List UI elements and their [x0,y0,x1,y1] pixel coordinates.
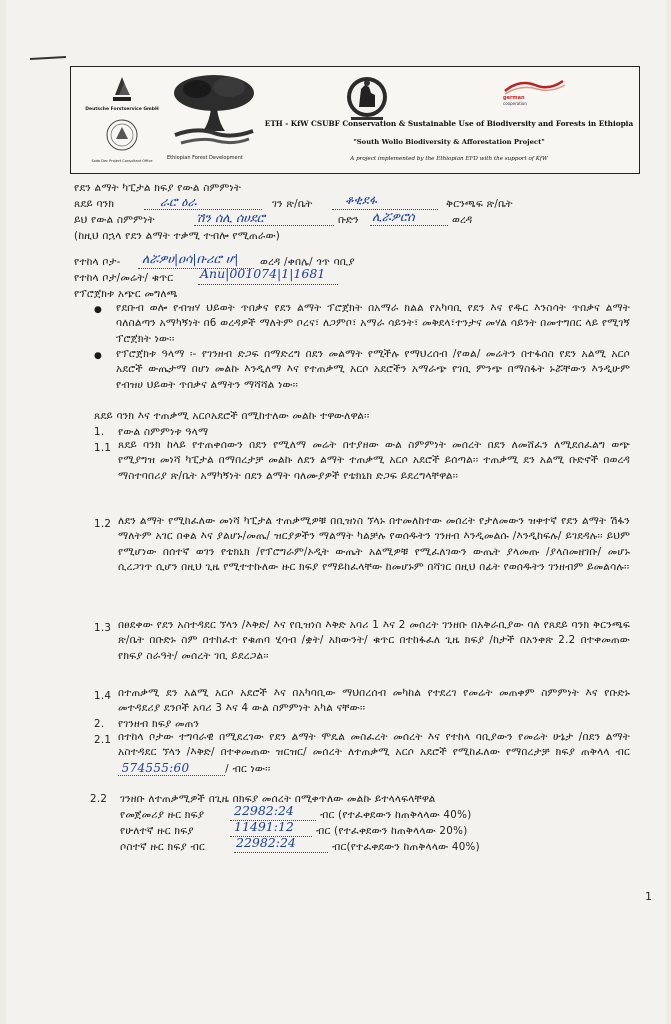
plot-number-line [198,283,338,285]
installment-amount-handwritten: 22982:24 [234,803,294,818]
installment-label: ሶስተኛ ዙር ክፍያ ብር [120,841,205,853]
bank-label: ጸደይ ባንክ [74,198,115,210]
tree-logo [167,71,261,167]
installments-intro: ገንዘቡ ለተጠቃሚዎች በጊዜ በክፍያ መሰረት በሚቀጥለው መልኩ ይተላላፍላቸዋል [120,793,436,805]
bank-branch-handwritten: ራሮ ዕራ [160,194,197,209]
section-number: 2. [94,718,105,730]
clause-number: 2.2 [90,793,108,805]
agreement-intro: ጸደይ ባንክ እና ተጠቃሚ አርሶአደሮች በሚከተለው መልኩ ተዋውለዋል፡፡ [94,410,370,422]
clause-number: 1.3 [94,622,112,634]
installment-suffix: ብር(የተፈቀደውን ከጠቅላላው 40%) [332,841,480,853]
letterhead [70,66,640,174]
bullet-paragraph: የፕሮጀክቱ ዓላማ ፡- የገንዘብ ድጋፍ በማድረግ በደን መልማት የሚችሉ የማህረሰብ /የወል/ መሬትን በተፋሰስ የደን አልሚ አርሶ አደሮች ውጤታማ በሆነ መልኩ እንዲለማ እና የተጠቃሚ አርሶ አደሮችን አማራጭ የገቢ ምንጭ በማስፋት ኑሯቸውን እንዲሁም የብዝሀ ህይወት ጥበቃና ልማትን ማሻሻል ነው፡፡ [116,348,630,391]
installment-amount-handwritten: 22982:24 [236,835,296,850]
woreda-label: ወረዳ [452,214,473,226]
branch-office-label: ቅርንጫፍ ጽ/ቤት [446,198,513,210]
clause-text: በተጠቃሚ ደን አልሚ አርሶ አደሮች እና በአካባቢው ማህበረሰብ መካከል የተደረገ የመሬት መጠቀም ስምምነት እና የቡድኑ መተዳደሪያ ደንቦች አባሪ 3 እና 4 ውል ስምምነት አካል ናቸው፡፡ [118,687,630,715]
clause-number: 2.1 [94,734,112,746]
group-label: ቡድን [338,214,359,226]
clause-text: ጸደይ ባንክ ከላይ የተጠቀሰውን በደን የሚለማ መሬት በተያዘው ውል ስምምነት መሰረት በደን ለመሸፈን ለሚደሰፈልግ ወጭ የሚያግዝ መነሻ ካፒታል በማበረታቻ መልኩ ለደን ልማት ተጠቃሚ አርሶ አደሮች ይሰጣል፡፡ ተጠቃሚ ደን አልሚ ቡድኖች በወረዳ ማስተባበሪያ ጽ/ቤት አማካኝነት በደን ልማት ባለሙያዎች የቴክኒክ ድጋፍ ይደረግላቸዋል፡፡ [118,439,630,482]
installment-label: የመጀመሪያ ዙር ክፍያ [120,809,205,821]
bullet-icon: ● [94,351,102,361]
section-number: 1. [94,426,105,438]
ethiopia-emblem-logo [345,73,389,125]
bullet-paragraph: የደቡብ ወሎ የብዝሃ ህይወት ጥበቃና የደን ልማት ፕሮጀክት በአማራ ክልል የአካባቢ የደን እና የዱር እንስሳት ጥበቃና ልማት ባለስልጣን አማካኝነት በ6 ወረዳዎች ማለትም ቦረና፣ ለጋምቦ፣ አማራ ሳይንት፣ መቅደላ፣ተንታና መሃል ሳይንት በመተግበር ላይ የሚገኝ ፕሮጀክት ነው፡፡ [116,302,630,345]
german-cooperation-logo [501,77,571,107]
clause-text: በተከላ ቦታው ተግባራዊ በሚደረገው የደን ልማት ሞዴል መስፈረት መሰረት እና የተከላ ባቢያውን የመሬት ሁኔታ /በደን ልማት አስተዳደር ኘላን /እቅድ/ በተቀመጠው ዝርዝር/ መሰረት ለተጠቃሚ አርሶ አደሮች የሚከፈለው የማበረታቻ ክፍያ ጠቅላላ ብር 574555:60 / ብር ነው፡፡ [118,731,630,775]
woreda-handwritten: ሊሯዎሮሰ [372,209,415,224]
clause-text: በፀደቀው የደን አስተዳደር ኘላን /እቅድ/ እና የቢዝነስ እቅድ አባሪ 1 እና 2 መሰረት ገንዘቡ በአቅራቢያው ባለ የጸደይ ባንክ ቅርንጫፍ ጽ/ቤት በቡድኑ ስም በተከፈተ የቁጠባ ሂሳብ /ቋት/ አክውንት/ ቁጥር በተከፋፈለ ጊዜ ክፍያ /ከታች በአንቀጽ 2.2 በተቀመጠው የክፍያ ስራዓት/ መሰረት ገቢ ይደረጋል፡፡ [118,619,630,662]
installment-suffix: ብር (የተፈቀደውን ከጠቅላላው 20%) [316,825,468,837]
german-logo-text: german [503,95,525,101]
total-amount-handwritten: 574555:60 [121,760,190,775]
office-label: ገን ጽ/ቤት [272,198,313,210]
plot-number-label: የተከላ ቦታ/መሬት/ ቁጥር [74,272,174,284]
planting-site-label: የተከላ ቦታ- [74,256,121,268]
planting-site-handwritten: ለሯዎሀ|ዐሳ|ቡሪሮ ሆ| [142,251,239,266]
clause-text: ለደን ልማት የሚከፈለው መነሻ ካፒታል ተጠቃሚዎቹ በቢዝነስ ኘላኑ በተመለከተው መሰረት የታለመውን ዝቀተኛ የደን ልማት ሽፋን ማለትም አገር በቀል እና ያልሆኑ/መጤ/ ዝርያዎችን ማልማት ካልቻሉ የወሰዱትን ገንዘብ እንዲመልሱ /እንዲከፍሉ/ ይገደዳሉ፡፡ ይህም የሚሆነው በሰተኛ ወገን የቴክኒክ /የፕሮግራም/ኦዲት ውጤት አልሚዎቹ የሚፈለገውን ውጤት ያላመጡ /ያላስመዘገቡ/ መሆኑ ሲረጋገጥ ሲሆን በዚህ ጊዜ የሚተተኩለው ዙር ክፍያ የማይከፈላቸው ከመሆኑም በሻገር በዚህ በፊት የወሰዱትን ገንዘብም ይመልሳሉ፡፡ [118,515,630,574]
section-title: የገንዘብ ክፍያ መጠን [118,718,200,730]
dfs-logo [85,73,159,165]
plot-number-handwritten: Anu|001074|1|1681 [200,266,326,281]
agreement-label: ይህ የውል ስምምነት [74,214,155,226]
cooperation-logo-text: cooperation [503,101,527,106]
installment-label: የሁለተኛ ዙር ክፍያ [120,825,194,837]
bullet-icon: ● [94,305,102,315]
letterhead-project-name: "South Wollo Biodiversity & Afforestation Project" [353,138,545,146]
installment-amount-handwritten: 11491:12 [234,819,294,834]
section-title: የውል ስምምነቱ ዓላማ [118,426,209,438]
dfs-logo-subtitle: Sodo Dec Project Consultant Office [91,159,153,163]
letterhead-implementer: A project implemented by the Ethiopian EFD with the support of KfW [350,156,548,162]
clause-number: 1.4 [94,690,112,702]
beneficiary-note: (ከዚህ በኋላ የደን ልማት ተቃሚ ተብሎ የሚጠራው) [74,230,281,242]
tree-logo-caption: Ethiopian Forest Development [167,155,243,161]
project-summary-label: የፕሮጀክቱ አጭር መግለጫ [74,288,178,300]
group-name-handwritten: ሽን ሰሊ ሰሀደሮ [196,210,265,225]
clause-number: 1.2 [94,518,112,530]
dfs-logo-text: Deutsche Forstservice GmbH [85,107,159,112]
letterhead-title: ETH - KfW CSUBF Conservation & Sustainable Use of Biodiversity and Forests in Ethiopia [264,119,634,128]
office-handwritten: ቆቂደፋ [345,192,377,207]
planting-site-suffix: ወረዳ /ቀበሌ/ ጎጥ ባቢያ [260,256,355,268]
installment-suffix: ብር (የተፈቀደውን ከጠቅላላው 40%) [320,809,472,821]
installment-line [234,851,328,853]
form-title: የደን ልማት ካፒታል ክፍያ የውል ስምምነት [74,182,242,194]
page-number: 1 [645,890,652,903]
clause-number: 1.1 [94,442,112,454]
